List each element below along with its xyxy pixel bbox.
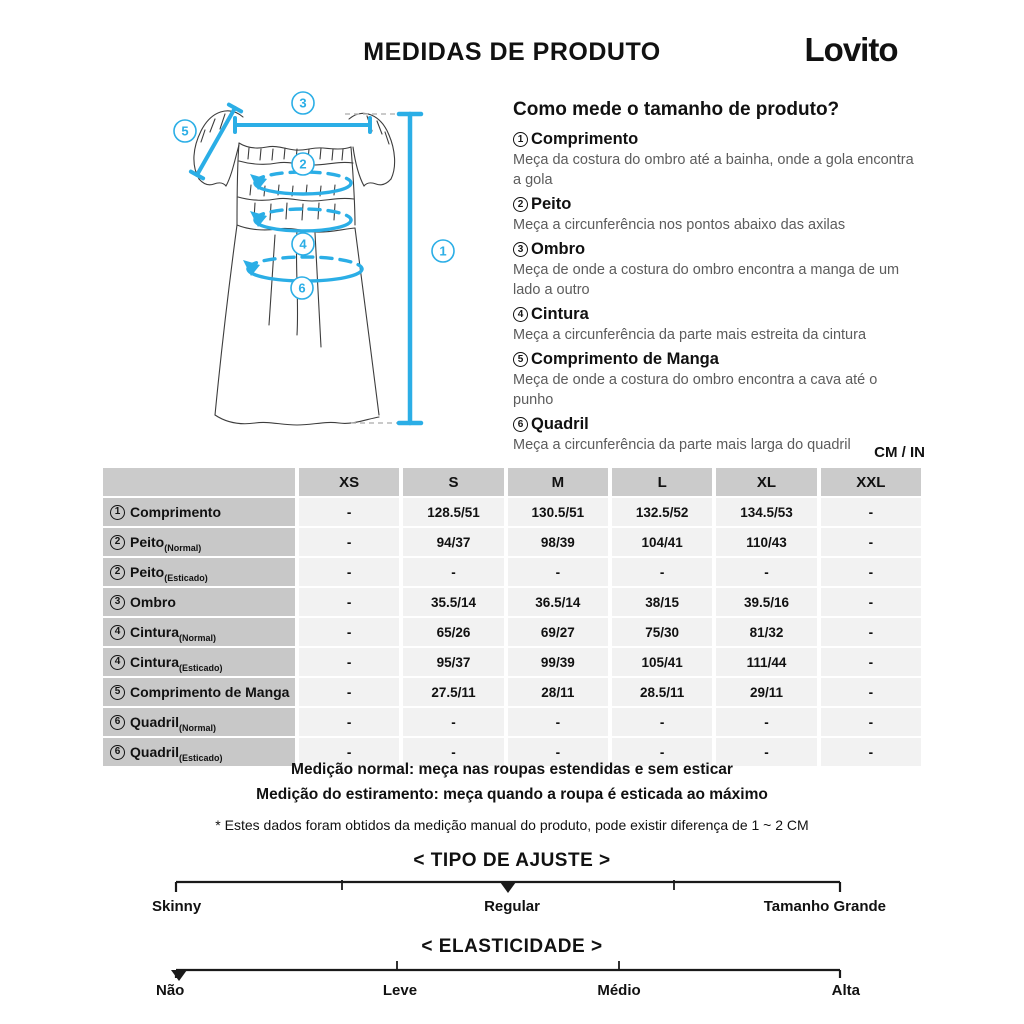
size-value: - bbox=[299, 648, 399, 676]
note-disclaimer: * Estes dados foram obtidos da medição manual do produto, pode existir diferença de 1 ~ 2 CM bbox=[215, 817, 809, 833]
callout-2 bbox=[292, 153, 314, 175]
measure-description: Meça a circunferência da parte mais estreita da cintura bbox=[513, 327, 867, 343]
size-value: - bbox=[299, 498, 399, 526]
measure-name bbox=[513, 350, 917, 369]
circled-number: 5 bbox=[110, 685, 125, 700]
size-value: 39.5/16 bbox=[716, 588, 816, 616]
elasticity-scale-label: Alta bbox=[831, 982, 860, 999]
size-column-header: XL bbox=[716, 468, 816, 496]
circled-number: 6 bbox=[110, 745, 125, 760]
size-value: 104/41 bbox=[612, 528, 712, 556]
size-value: - bbox=[821, 648, 921, 676]
size-value: 81/32 bbox=[716, 618, 816, 646]
size-value: 105/41 bbox=[612, 648, 712, 676]
row-label-text: Peito$_{(Esticado)}$ bbox=[130, 564, 208, 583]
size-value: 130.5/51 bbox=[508, 498, 608, 526]
size-value: 110/43 bbox=[716, 528, 816, 556]
size-value: - bbox=[612, 558, 712, 586]
row-label-text: Comprimento bbox=[130, 504, 221, 520]
measure-description: Meça a circunferência da parte mais larga do quadril bbox=[513, 437, 851, 453]
measure-name-text: Comprimento bbox=[531, 130, 639, 148]
size-value: - bbox=[821, 528, 921, 556]
measure-name-text: Quadril bbox=[531, 415, 589, 433]
measure-description: Meça da costura do ombro até a bainha, onde a gola encontra a gola bbox=[513, 152, 914, 188]
callout-3 bbox=[292, 92, 314, 114]
size-value: - bbox=[403, 708, 503, 736]
circled-number: 4 bbox=[110, 655, 125, 670]
measure-name-text: Comprimento de Manga bbox=[531, 350, 719, 368]
page-title: MEDIDAS DE PRODUTO bbox=[363, 38, 661, 66]
circled-number: 3 bbox=[110, 595, 125, 610]
row-label-text: Quadril$_{(Normal)}$ bbox=[130, 714, 217, 733]
size-value: - bbox=[821, 588, 921, 616]
svg-text:6: 6 bbox=[298, 280, 306, 296]
length-measure-line bbox=[399, 114, 421, 423]
row-label bbox=[103, 678, 295, 706]
size-value: - bbox=[821, 618, 921, 646]
measure-guide bbox=[513, 99, 917, 457]
size-value: 35.5/14 bbox=[403, 588, 503, 616]
measure-name bbox=[513, 130, 917, 149]
guide-item bbox=[513, 240, 917, 300]
length-extension-lines bbox=[345, 114, 398, 423]
elasticity-scale-label: Médio bbox=[597, 982, 641, 999]
guide-item bbox=[513, 305, 917, 345]
circled-number: 6 bbox=[513, 417, 528, 432]
row-label-suffix: (Normal) bbox=[179, 632, 217, 643]
row-label-suffix: (Esticado) bbox=[179, 752, 223, 763]
measure-description: Meça de onde a costura do ombro encontra a manga de um lado a outro bbox=[513, 262, 900, 298]
size-value: - bbox=[508, 558, 608, 586]
guide-item bbox=[513, 195, 917, 235]
circled-number: 2 bbox=[110, 535, 125, 550]
circled-number: 2 bbox=[513, 197, 528, 212]
size-value: - bbox=[299, 738, 399, 766]
measure-description: Meça de onde a costura do ombro encontra a cava até o punho bbox=[513, 372, 878, 408]
shoulder-measure-line bbox=[235, 118, 370, 132]
size-value: 27.5/11 bbox=[403, 678, 503, 706]
size-value: - bbox=[299, 558, 399, 586]
size-value: 75/30 bbox=[612, 618, 712, 646]
circled-number: 4 bbox=[513, 307, 528, 322]
circled-number: 4 bbox=[110, 625, 125, 640]
measure-name-text: Ombro bbox=[531, 240, 586, 258]
size-value: - bbox=[403, 738, 503, 766]
size-value: 28.5/11 bbox=[612, 678, 712, 706]
guide-item bbox=[513, 415, 917, 455]
elasticity-scale bbox=[167, 958, 857, 986]
row-label-text: Cintura$_{(Normal)}$ bbox=[130, 624, 217, 643]
fit-scale-heading: < TIPO DE AJUSTE > bbox=[413, 850, 611, 871]
size-value: - bbox=[299, 678, 399, 706]
note-normal: Medição normal: meça nas roupas estendidas e sem esticar bbox=[291, 761, 733, 778]
size-table bbox=[103, 468, 921, 766]
svg-text:3: 3 bbox=[299, 95, 307, 111]
fit-scale-label: Skinny bbox=[152, 898, 202, 915]
size-value: - bbox=[821, 738, 921, 766]
circled-number: 1 bbox=[110, 505, 125, 520]
callout-1 bbox=[432, 240, 454, 262]
size-value: 28/11 bbox=[508, 678, 608, 706]
row-label-suffix: (Normal) bbox=[164, 542, 202, 553]
size-value: - bbox=[508, 708, 608, 736]
units-label: CM / IN bbox=[874, 444, 925, 461]
measure-description: Meça a circunferência nos pontos abaixo das axilas bbox=[513, 217, 846, 233]
measure-name-text: Peito bbox=[531, 195, 572, 213]
measure-name-text: Cintura bbox=[531, 305, 589, 323]
size-value: - bbox=[612, 708, 712, 736]
elasticity-scale-heading: < ELASTICIDADE > bbox=[421, 936, 603, 957]
table-corner-cell bbox=[103, 468, 295, 496]
row-label-text: Comprimento de Manga bbox=[130, 684, 290, 700]
size-value: - bbox=[299, 708, 399, 736]
guide-item bbox=[513, 130, 917, 190]
fit-marker-triangle bbox=[500, 882, 516, 893]
row-label-suffix: (Esticado) bbox=[179, 662, 223, 673]
size-value: - bbox=[821, 708, 921, 736]
size-column-header: M bbox=[508, 468, 608, 496]
elasticity-marker-triangle bbox=[171, 970, 187, 981]
guide-items bbox=[513, 130, 917, 455]
size-value: - bbox=[403, 558, 503, 586]
svg-text:4: 4 bbox=[299, 236, 307, 252]
row-label bbox=[103, 648, 295, 676]
size-value: - bbox=[299, 588, 399, 616]
row-label bbox=[103, 708, 295, 736]
guide-item bbox=[513, 350, 917, 410]
row-label bbox=[103, 588, 295, 616]
circled-number: 2 bbox=[110, 565, 125, 580]
row-label-suffix: (Normal) bbox=[179, 722, 217, 733]
size-column-header: L bbox=[612, 468, 712, 496]
row-label-text: Cintura$_{(Esticado)}$ bbox=[130, 654, 223, 673]
callout-6 bbox=[291, 277, 313, 299]
size-value: 99/39 bbox=[508, 648, 608, 676]
size-column-header: XXL bbox=[821, 468, 921, 496]
row-label-suffix: (Esticado) bbox=[164, 572, 208, 583]
size-value: 29/11 bbox=[716, 678, 816, 706]
note-stretch: Medição do estiramento: meça quando a roupa é esticada ao máximo bbox=[256, 786, 768, 803]
measure-name bbox=[513, 305, 917, 324]
measure-name bbox=[513, 240, 917, 259]
size-value: 65/26 bbox=[403, 618, 503, 646]
measure-name bbox=[513, 195, 917, 214]
size-value: 111/44 bbox=[716, 648, 816, 676]
measure-name bbox=[513, 415, 917, 434]
brand-logo: Lovito bbox=[804, 31, 898, 68]
row-label-text: Peito$_{(Normal)}$ bbox=[130, 534, 202, 553]
size-value: - bbox=[716, 738, 816, 766]
size-value: - bbox=[299, 618, 399, 646]
size-column-header: XS bbox=[299, 468, 399, 496]
size-value: 38/15 bbox=[612, 588, 712, 616]
size-value: 128.5/51 bbox=[403, 498, 503, 526]
row-label bbox=[103, 558, 295, 586]
size-value: 69/27 bbox=[508, 618, 608, 646]
row-label-text: Quadril$_{(Esticado)}$ bbox=[130, 744, 223, 763]
sleeve-measure-line bbox=[191, 105, 241, 179]
row-label-text: Ombro bbox=[130, 594, 176, 610]
elasticity-scale-label: Leve bbox=[382, 982, 418, 999]
size-value: - bbox=[716, 558, 816, 586]
size-value: - bbox=[508, 738, 608, 766]
fit-scale-label: Regular bbox=[484, 898, 540, 915]
row-label bbox=[103, 528, 295, 556]
fit-scale-label: Tamanho Grande bbox=[763, 898, 886, 915]
elasticity-scale-label: Não bbox=[156, 982, 185, 999]
size-value: 98/39 bbox=[508, 528, 608, 556]
guide-heading: Como mede o tamanho de produto? bbox=[513, 99, 840, 120]
circled-number: 3 bbox=[513, 242, 528, 257]
size-value: 95/37 bbox=[403, 648, 503, 676]
dress-measurement-diagram bbox=[155, 85, 485, 455]
size-value: - bbox=[821, 558, 921, 586]
size-value: - bbox=[716, 708, 816, 736]
size-value: 94/37 bbox=[403, 528, 503, 556]
size-column-header: S bbox=[403, 468, 503, 496]
svg-text:2: 2 bbox=[299, 156, 307, 172]
svg-text:1: 1 bbox=[439, 243, 447, 259]
circled-number: 1 bbox=[513, 132, 528, 147]
circled-number: 5 bbox=[513, 352, 528, 367]
size-value: - bbox=[612, 738, 712, 766]
circled-number: 6 bbox=[110, 715, 125, 730]
svg-text:5: 5 bbox=[181, 123, 189, 139]
row-label bbox=[103, 618, 295, 646]
size-value: - bbox=[821, 498, 921, 526]
measurement-overlays bbox=[191, 105, 421, 423]
callout-4 bbox=[292, 233, 314, 255]
size-value: - bbox=[821, 678, 921, 706]
size-value: 134.5/53 bbox=[716, 498, 816, 526]
size-value: 36.5/14 bbox=[508, 588, 608, 616]
size-value: - bbox=[299, 528, 399, 556]
callout-5 bbox=[174, 120, 196, 142]
row-label bbox=[103, 498, 295, 526]
size-value: 132.5/52 bbox=[612, 498, 712, 526]
